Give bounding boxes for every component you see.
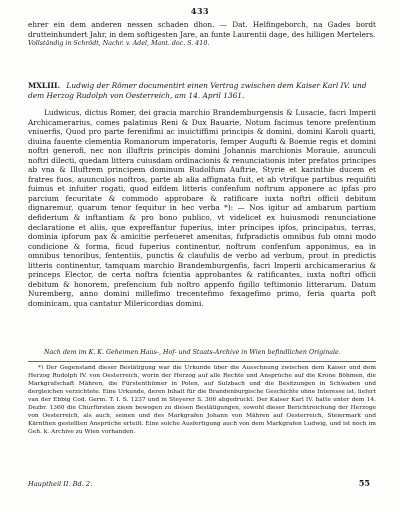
main-text: Ludwicus, dictus Romer, dei gracia marchio Brandemburgensis & Lusacie, facri Imperii Archicamerarius, comes palatinus Reni & Dux Bauarie, Notum facimus tenore prefentium vniuerfis, Quod pro parte ferenifimi ac inuictiffimi principis & domini, domini Karoli quarti, diuina fauente clementia Romanorum imperatoris, femper Augufti & Boemie regis et domini noftri generofi, nec non illuftris principis domini Johannis marchionis Morauie, auunculi noftri dilecti, quedam littera cuiusdam ordinacionis & renunciationis inter prefatos principes ab vna & Illuftrem principem dominum Rudolfum Auftrie, Styrie et karinthie ducem et fratres fuos, auunculos noftros, parte ab alia affignata fuit, et ab vtrifque partibus requifiti fuimus et infuiter rogati, quod eifdem litteris confenfum noftrum apponere ac ipfas pro parcium fecuritate & commodo approbare & ratificare iuxta noftri officii debitum dignaremur, quarum tenor fequitur in hec verba *): — Nos igitur ad ambarum partium defiderium & inftantiam & pro bono publico, vt videlicet ex huiusmodi renunciatione declaratione et aliis, que expreffantur fuperius, inter principes ipfos, principatus, terras, dominia ipforum pax & amicitie perfeueret amenitas, fufpradictis omnibus fub omni modo condicione & forma, ficud fuperius continentur, noftrum confenfum apponimus, ea in omnibus tenoribus, fententiis, punctis & claufulis de verbo ad verbum, prout in predictis litteris continentur, tamquam marchio Brandemburgenfis, facri Imperii archicamerarius & princeps Elector, de certa noftra fcientia approbantes & ratificantes, iuxta noftri officii debitum & honorem, prefencium fub noftro appenfo figillo teftimonio litterarum. Datum Nuremberg, anno domini millefimo trecentefimo fexagefimo primo, feria quarta poft dominicam, qua cantatur Milericordias domini. (28, 108, 376, 308)
footnote: *) Der Gegenstand dieser Bestätigung war die Urkunde über die Ausschnung zwischen dem Kaiser und dem Herzog Rudolph IV. von Oesterreich, worin der Herzog auf alle Rechte und Ansprüche auf die Krone Böhmen, die Markgrafschaft Mähren, die Fürstenthümer in Polen, auf Sulzbach und die Besitzungen in Schwaben und dergleichen verzichtete. Eine Urkunde, deren Inhalt für die Brandenburgische Geschichte ohne Interesse ist, liefert van der Ebbig Cod. Germ. T. I. S. 1237 und in Steyerer S. 306 abgedruckt. Der Kaiser Karl IV. hatte unter dem 14. Dezbr. 1360 die Churfürsten zieen bewogen zu diesen Bestätigungen, sowohl dieser Berichtreichung der Herzoge von Oesterreich, als auch, seinen und des Markgrafen Johann von Mähren auf Oesterreich, Steiermark und Kärnthen gestellten Ansprüche erteilt. Eine solche Ausfertigung auch von dem Markgrafen Ludwig, und ist noch im Geh. k. Archive zu Wien vorhanden. (28, 365, 376, 435)
document-heading (28, 81, 376, 100)
sheet-number: 55 (358, 478, 370, 488)
source-note: Nach dem im K. K. Geheimen Haus-, Hof- und Staats-Archive in Wien befindlichen Originale. (44, 349, 341, 356)
document-title: Ludwig der Römer documentirt einen Vertrag zwischen dem Kaiser Karl IV. und dem Herzog Rudolph von Oesterreich, am 14. April 1361. (28, 81, 367, 100)
footnote-divider (28, 361, 376, 362)
intro-text: ehrer ein dem anderen nessen schaden dhon. — Dat. Helfingeborch, na Gades bordt drutteinhundert Jahr, in dem softigesten Jare, an funte Laurentii dage, des hilligen Mertelers. (28, 20, 376, 39)
intro-source: Vollständig in Schrödt, Nachr. v. Adel, Mant. doc. S. 410. (28, 40, 210, 48)
intro-paragraph (28, 20, 376, 49)
document-number: MXLIII. (28, 81, 61, 90)
page-number: 433 (190, 6, 210, 16)
volume-signature: Hauptheil II. Bd. 2. (28, 480, 93, 488)
